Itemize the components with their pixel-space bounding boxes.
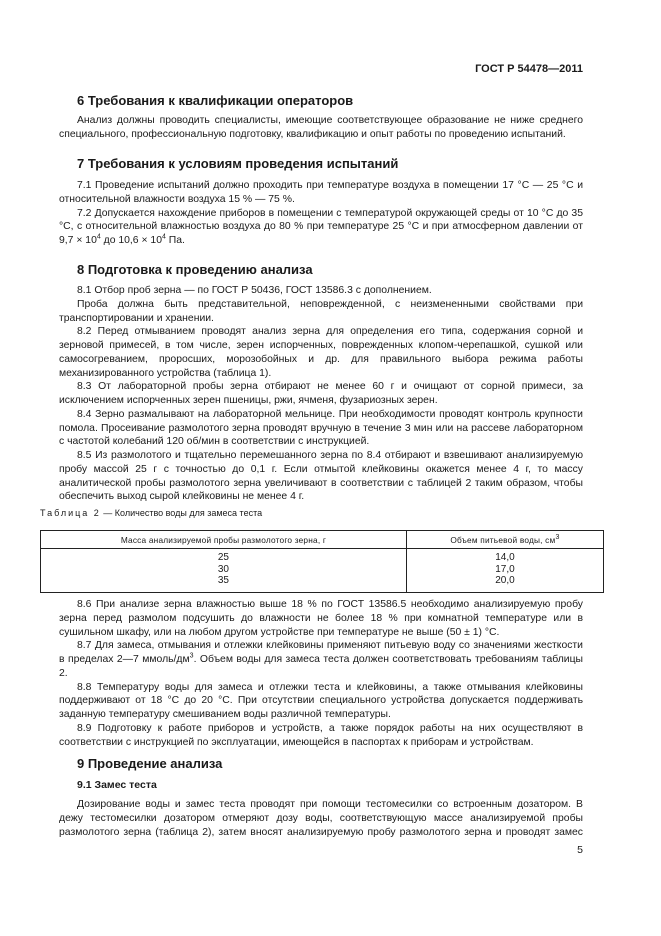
section-8-body-cont [59, 598, 583, 749]
section-7-body [59, 179, 583, 248]
paragraph: Дозирование воды и замес теста проводят при помощи тестомесилки со встроенным дозатором. В дежу тестомесилки дозатором отмеряют дозу воды, соответствующую массе анализируемой пробы размолотого зерна (таблица 2), затем вносят анализируемую пробу размолотого зерна и проводят замес [59, 799, 583, 838]
paragraph: 8.4 Зерно размалывают на лабораторной мельнице. При необходимости проводят контроль крупности помола. Просеивание размолотого зерна проводят вручную в течение 3 мин или на рассеве лабораторном с частотой колебаний 120 об/мин в соответствии с инструкцией. [59, 408, 583, 448]
water-table [40, 530, 604, 593]
section-6-body [59, 114, 583, 142]
paragraph: 8.9 Подготовку к работе приборов и устройств, а также порядок работы на них осуществляют в соответствии с инструкцией по эксплуатации, имеющейся в паспортах к приборам и устройствам. [59, 722, 583, 748]
paragraph: 8.5 Из размолотого и тщательно перемешанного зерна по 8.4 отбирают и взвешивают анализируемую пробу массой 25 г с точностью до 0,1 г. Если отмытой клейковины окажется менее 4 г, то массу аналитической пробы размолотого зерна увеличивают в соответствии с таблицей 2 таким образом, чтобы обеспечить выход сырой клейковины не менее 4 г. [59, 450, 583, 503]
paragraph: Анализ должны проводить специалисты, имеющие соответствующее образование не ниже среднего специального, профессиональную подготовку, квалификацию и опыт работы по проведению испытаний. [59, 115, 583, 140]
paragraph: 8.8 Температуру воды для замеса и отлежки теста и клейковины, а также отмывания клейковины поддерживают от 18 °С до 20 °С. При отсутствии специального устройства допускается поддерживать заданную температуру смешиванием воды различной температуры. [59, 681, 583, 720]
paragraph: 8.2 Перед отмыванием проводят анализ зерна для определения его типа, содержания сорной и зерновой примесей, в том числе, зерен испорченных, поврежденных клопом-черепашкой, сушкой или самосогреванием, проросших, морозобойных и др. для правильного выбора режима работы механизированного устройства (таблица 1). [59, 326, 583, 379]
paragraph: 8.1 Отбор проб зерна — по ГОСТ Р 50436, ГОСТ 13586.3 с дополнением. [77, 285, 432, 296]
section-8-body [59, 284, 583, 504]
paragraph: 8.6 При анализе зерна влажностью выше 18 % по ГОСТ 13586.5 необходимо анализируемую пробу зерна перед размолом подсушить до влажности не более 18 % при комнатной температуре или в сушильном шкафу, или на любом другом устройстве при температуре не выше (50 ± 1) °С. [59, 599, 583, 638]
document-id: ГОСТ Р 54478—2011 [475, 63, 583, 75]
paragraph: Проба должна быть представительной, неповрежденной, с неизмененными свойствами при транспортировании и хранении. [59, 298, 583, 324]
table-header: Масса анализируемой пробы размолотого зерна, г [41, 531, 407, 549]
section-8-heading: 8 Подготовка к проведению анализа [77, 262, 313, 277]
section-9-body [59, 798, 583, 839]
table-header: Объем питьевой воды, $см^3$ [406, 531, 603, 549]
paragraph: 7.1 Проведение испытаний должно проходить при температуре воздуха в помещении 17 °С — 25 °С и относительной влажности воздуха 15 % — 75 %. [59, 180, 583, 205]
section-7-heading: 7 Требования к условиям проведения испытаний [77, 156, 399, 171]
paragraph: 8.3 От лабораторной пробы зерна отбирают не менее 60 г и очищают от сорной примеси, за исключением испорченных зерен пшеницы, ржи, ячменя, фузариозных зерен. [59, 381, 583, 406]
table-row: 30 17,0 [41, 564, 604, 576]
section-6-heading: 6 Требования к квалификации операторов [77, 93, 354, 108]
section-9-heading: 9 Проведение анализа [77, 756, 223, 771]
table-row: 25 14,0 [41, 549, 604, 564]
table-row: 35 20,0 [41, 575, 604, 592]
subsection-9-1-heading: 9.1 Замес теста [77, 779, 157, 791]
paragraph: 8.7 Для замеса, отмывания и отлежки клейковины применяют питьевую воду со значениями жесткости в пределах 2—7 ммоль/$дм^3$. Объем воды для замеса теста должен соответствовать требованиям таблицы 2. [59, 640, 584, 679]
paragraph: 7.2 Допускается нахождение приборов в помещении с температурой окружающей среды от 10 °С до 35 °С, с относительной влажностью воздуха до 80 % при температуре 25 °С и при атмосферном давлении от $9,7 \times 10^4$ до $10,6 \times 10^4$ Па. [59, 207, 583, 246]
page-number: 5 [577, 844, 583, 856]
table-caption: Таблица 2 — Количество воды для замеса теста [40, 508, 263, 518]
